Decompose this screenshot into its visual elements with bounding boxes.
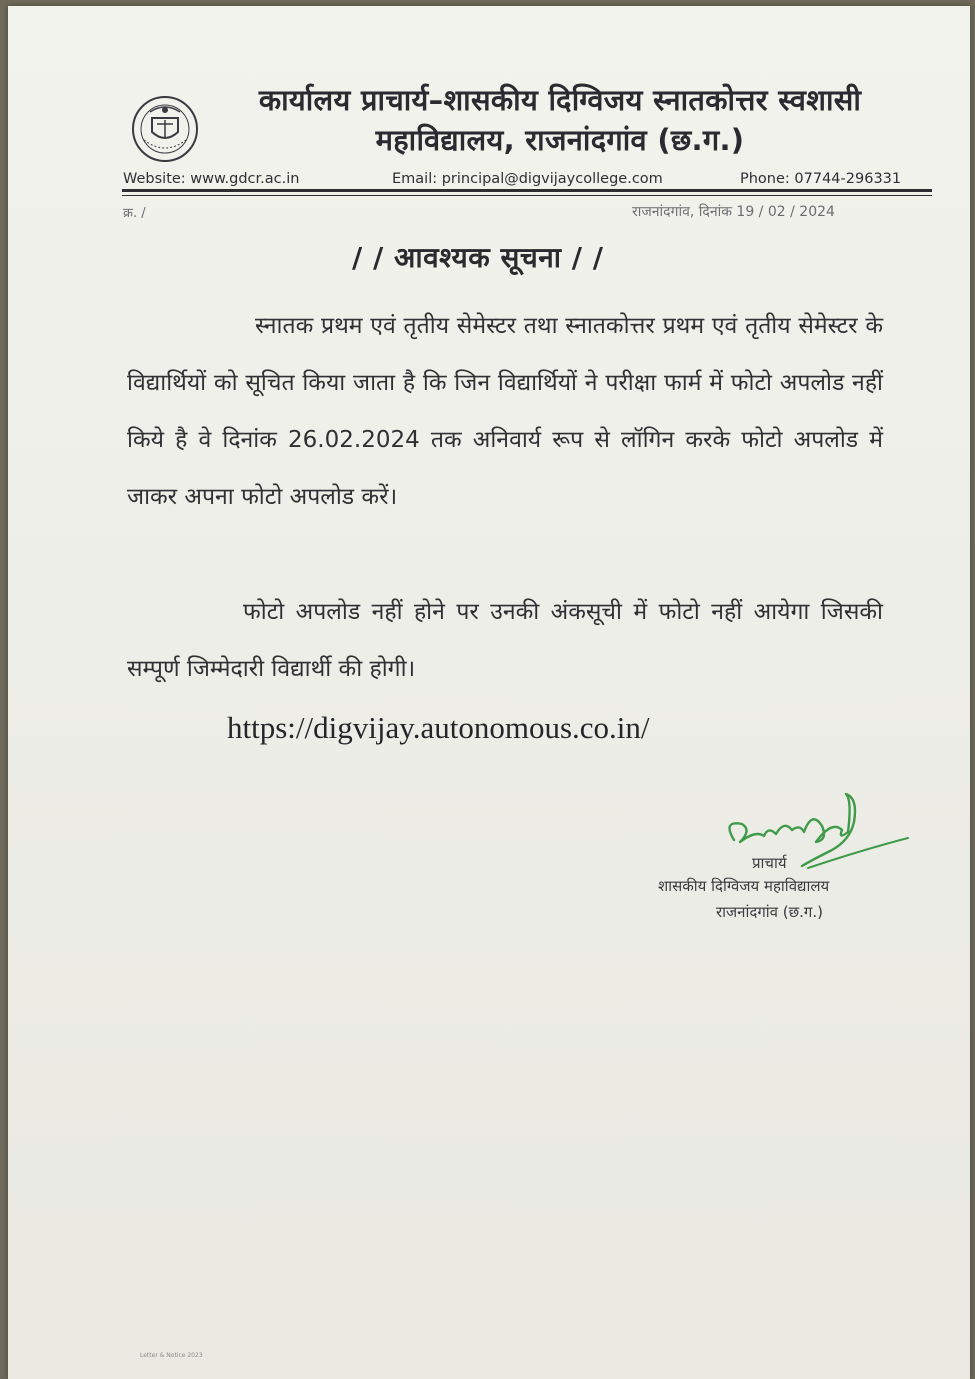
notice-heading: / / आवश्यक सूचना / / — [352, 241, 604, 274]
website-text: Website: www.gdcr.ac.in — [123, 171, 300, 187]
footer-note: Letter & Notice 2023 — [140, 1352, 203, 1359]
issue-date: राजनांदगांव, दिनांक 19 / 02 / 2024 — [632, 204, 835, 220]
principal-signature — [712, 780, 922, 880]
signatory-city: राजनांदगांव (छ.ग.) — [716, 903, 823, 921]
reference-number: क्र. / — [123, 206, 146, 221]
portal-url: https://digvijay.autonomous.co.in/ — [227, 710, 650, 745]
notice-page — [8, 6, 970, 1379]
signatory-role: प्राचार्य — [752, 854, 787, 872]
college-seal-icon — [130, 94, 200, 164]
office-title: कार्यालय प्राचार्य–शासकीय दिग्विजय स्नातकोत्तर स्वशासी महाविद्यालय, राजनांदगांव (छ.ग.) — [258, 83, 862, 157]
header-rule-thin — [122, 195, 932, 196]
phone-text: Phone: 07744-296331 — [740, 171, 902, 187]
signatory-institution: शासकीय दिग्विजय महाविद्यालय — [658, 877, 830, 895]
header-rule-thick — [122, 189, 932, 192]
notice-paragraph-1: स्नातक प्रथम एवं तृतीय सेमेस्टर तथा स्नातकोत्तर प्रथम एवं तृतीय सेमेस्टर के विद्यार्थियों को सूचित किया जाता है कि जिन विद्यार्थियों ने परीक्षा फार्म में फोटो अपलोड नहीं किये है वे दिनांक 26.02.2024 तक अनिवार्य रूप से लॉगिन करके फोटो अपलोड में जाकर अपना फोटो अपलोड करें। — [127, 313, 883, 510]
email-text: Email: principal@digvijaycollege.com — [392, 171, 663, 187]
notice-paragraph-2: फोटो अपलोड नहीं होने पर उनकी अंकसूची में फोटो नहीं आयेगा जिसकी सम्पूर्ण जिम्मेदारी विद्यार्थी की होगी। — [127, 599, 883, 682]
